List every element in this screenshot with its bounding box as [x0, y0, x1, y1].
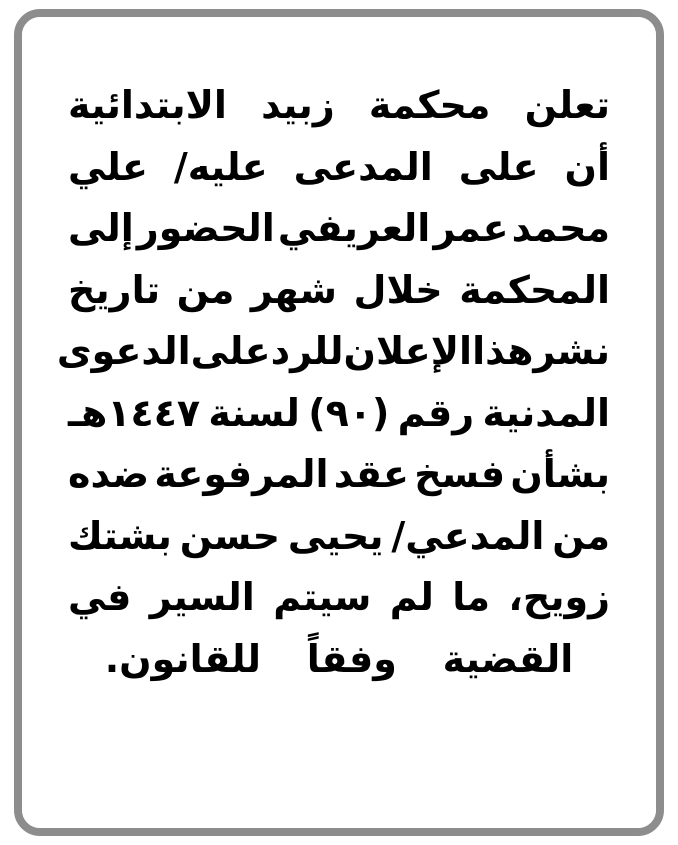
notice-line — [68, 444, 610, 506]
notice-word: هذا — [472, 329, 534, 374]
notice-word: على — [458, 144, 539, 189]
notice-word: المرفوعة — [154, 452, 329, 497]
notice-word: وفقاً — [306, 636, 397, 681]
notice-word: إلى — [68, 206, 134, 251]
notice-word: فسخ — [414, 452, 506, 497]
notice-word: زويح، — [508, 575, 610, 620]
notice-word: لم — [389, 575, 434, 620]
notice-word: بشأن — [510, 452, 610, 497]
notice-word: تاريخ — [68, 267, 161, 312]
notice-word: ١٤٤٧هـ — [68, 390, 201, 435]
notice-word: حسن — [179, 513, 280, 558]
notice-word: عمر — [433, 206, 509, 251]
notice-word: للقانون. — [104, 636, 262, 681]
notice-word: (٩٠) — [308, 390, 390, 435]
notice-word: عليه/ — [173, 144, 268, 189]
notice-word: السير — [149, 575, 255, 620]
notice-body — [22, 17, 656, 828]
notice-line — [68, 75, 610, 137]
notice-line — [68, 260, 610, 322]
notice-word: رقم — [397, 390, 475, 435]
notice-word: المدعي/ — [391, 513, 545, 558]
notice-line — [56, 321, 610, 383]
notice-line — [68, 383, 610, 445]
notice-word: من — [552, 513, 610, 558]
notice-word: القضية — [442, 636, 574, 681]
notice-word: للرد — [270, 329, 344, 374]
notice-word: المدنية — [482, 390, 610, 435]
notice-word: تعلن — [524, 83, 610, 127]
notice-word: أن — [564, 144, 610, 189]
notice-line — [68, 198, 610, 260]
notice-word: بشتك — [68, 513, 172, 558]
notice-line — [68, 137, 610, 199]
notice-frame — [14, 9, 664, 836]
notice-word: زبيد — [261, 83, 335, 127]
notice-word: في — [68, 575, 132, 620]
notice-word: الحضور — [136, 206, 275, 251]
notice-word: شهر — [250, 267, 337, 312]
notice-word: عقد — [333, 452, 409, 497]
notice-word: ضده — [68, 452, 150, 497]
notice-word: المدعى — [293, 144, 433, 189]
notice-word: لسنة — [208, 390, 300, 435]
notice-word: محكمة — [368, 83, 491, 127]
notice-word: خلال — [353, 267, 443, 312]
notice-word: يحيى — [287, 513, 384, 558]
notice-word: الدعوى — [56, 329, 191, 374]
notice-word: علي — [68, 144, 148, 189]
notice-word: العريفي — [277, 206, 431, 251]
notice-word: سيتم — [273, 575, 372, 620]
notice-word: من — [176, 267, 235, 312]
notice-line — [68, 567, 610, 629]
notice-word: نشر — [533, 329, 610, 374]
notice-word: الابتدائية — [68, 83, 227, 127]
notice-word: على — [190, 329, 271, 374]
notice-word: الإعلان — [343, 329, 473, 374]
notice-word: المحكمة — [459, 267, 610, 312]
notice-word: ما — [452, 575, 491, 620]
notice-line — [68, 506, 610, 568]
notice-text — [56, 75, 610, 690]
notice-word: محمد — [511, 206, 610, 251]
notice-line — [68, 629, 610, 691]
